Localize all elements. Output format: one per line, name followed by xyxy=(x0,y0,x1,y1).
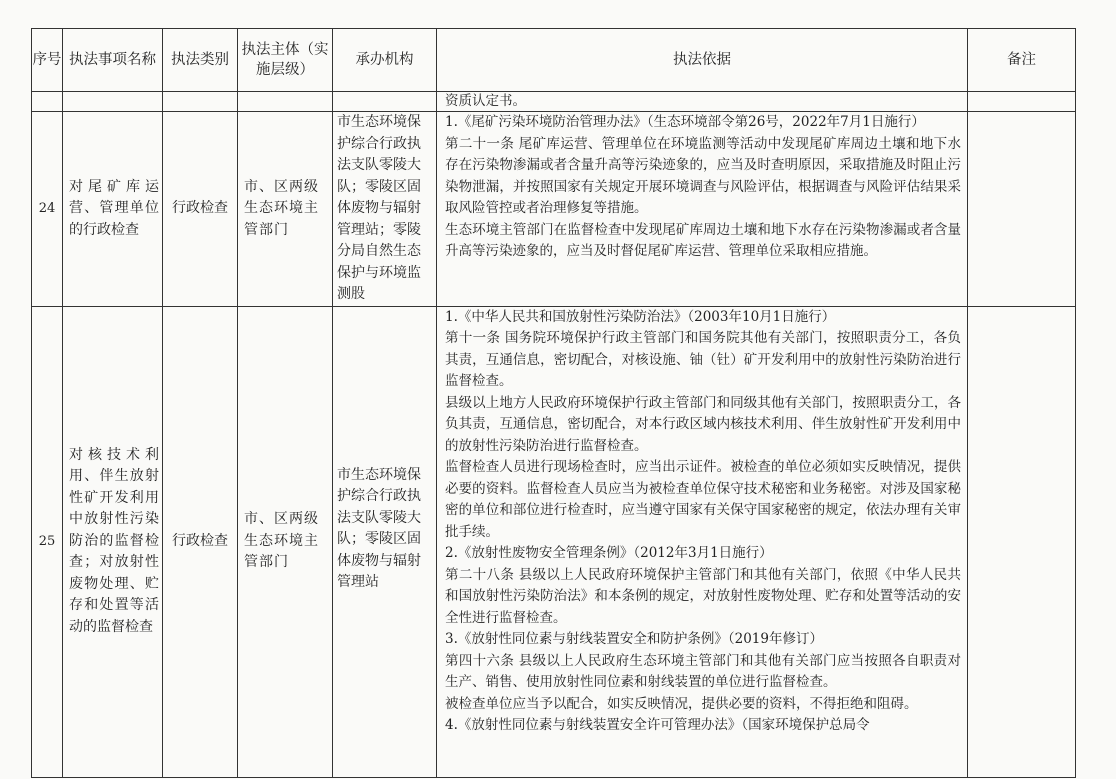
header-note: 备注 xyxy=(968,29,1076,92)
basis-paragraph: 监督检查人员进行现场检查时，应当出示证件。被检查的单位必须如实反映情况，提供必要的资料。监督检查人员应当为被检查单位保守技术秘密和业务秘密。对涉及国家秘密的单位和部位进行检查时，应当遵守国家有关保守国家秘密的规定，依法办理有关审批手续。 xyxy=(445,459,961,540)
item-name: 对尾矿库运营、管理单位的行政检查 xyxy=(63,112,163,307)
cell-org xyxy=(333,92,437,112)
legal-basis xyxy=(437,306,968,777)
cell-item xyxy=(63,92,163,112)
basis-paragraph: 被检查单位应当予以配合，如实反映情况，提供必要的资料，不得拒绝和阻碍。 xyxy=(445,695,918,712)
row-number: 25 xyxy=(32,306,63,777)
basis-paragraph: 3.《放射性同位素与射线装置安全和防护条例》（2019年修订） xyxy=(445,631,823,647)
table-row xyxy=(32,306,1076,777)
basis-paragraph: 第二十一条 尾矿库运营、管理单位在环境监测等活动中发现尾矿库周边土壤和地下水存在污染物渗漏或者含量升高等污染迹象的，应当及时查明原因，采取措施及时阻止污染物泄漏，并按照国家有关规定开展环境调查与风险评估，根据调查与风险评估结果采取风险管控或者治理修复等措施。 xyxy=(445,135,961,216)
header-org: 承办机构 xyxy=(333,29,437,92)
note xyxy=(968,112,1076,307)
handling-org-text: 市生态环境保护综合行政执法支队零陵大队；零陵区固体废物与辐射管理站 xyxy=(337,466,421,590)
basis-paragraph: 县级以上地方人民政府环境保护行政主管部门和同级其他有关部门，按照职责分工，各负其责，互通信息，密切配合，对本行政区域内核技术利用、伴生放射性矿开发利用中的放射性污染防治进行监督检查。 xyxy=(445,394,961,454)
header-no: 序号 xyxy=(32,29,63,92)
continuation-row xyxy=(32,92,1076,112)
enforcement-type: 行政检查 xyxy=(163,112,238,307)
handling-org xyxy=(333,306,437,777)
cell-type xyxy=(163,92,238,112)
basis-paragraph: 第四十六条 县级以上人民政府生态环境主管部门和其他有关部门应当按照各自职责对生产、销售、使用放射性同位素和射线装置的单位进行监督检查。 xyxy=(445,652,961,690)
header-basis: 执法依据 xyxy=(437,29,968,92)
row-number: 24 xyxy=(32,112,63,307)
table-row xyxy=(32,112,1076,307)
enforcement-table xyxy=(31,28,1076,778)
header-row xyxy=(32,29,1076,92)
basis-paragraph: 第二十八条 县级以上人民政府环境保护主管部门和其他有关部门，依照《中华人民共和国放射性污染防治法》和本条例的规定，对放射性废物处理、贮存和处置等活动的安全性进行监督检查。 xyxy=(445,566,961,626)
basis-paragraph: 生态环境主管部门在监督检查中发现尾矿库周边土壤和地下水存在污染物渗漏或者含量升高等污染迹象的，应当及时督促尾矿库运营、管理单位采取相应措施。 xyxy=(445,221,961,259)
basis-paragraph: 1.《中华人民共和国放射性污染防治法》（2003年10月1日施行） xyxy=(445,308,836,325)
header-item: 执法事项名称 xyxy=(63,29,163,92)
enforcement-subject: 市、区两级生态环境主管部门 xyxy=(238,112,333,307)
cell-no xyxy=(32,92,63,112)
note xyxy=(968,306,1076,777)
basis-paragraph: 1.《尾矿污染环境防治管理办法》（生态环境部令第26号，2022年7月1日施行） xyxy=(445,114,925,130)
basis-paragraph: 2.《放射性废物安全管理条例》（2012年3月1日施行） xyxy=(445,545,773,561)
basis-paragraph: 第十一条 国务院环境保护行政主管部门和国务院其他有关部门，按照职责分工，各负其责，互通信息，密切配合，对核设施、铀（钍）矿开发利用中的放射性污染防治进行监督检查。 xyxy=(445,330,961,389)
legal-basis xyxy=(437,112,968,307)
cell-note xyxy=(968,92,1076,112)
enforcement-type: 行政检查 xyxy=(163,306,238,777)
handling-org: 市生态环境保护综合行政执法支队零陵大队；零陵区固体废物与辐射管理站；零陵分局自然生态保护与环境监测股 xyxy=(333,112,437,307)
header-type: 执法类别 xyxy=(163,29,238,92)
legal-basis-body xyxy=(445,307,961,777)
basis-paragraph: 4.《放射性同位素与射线装置安全许可管理办法》（国家环境保护总局令 xyxy=(445,717,870,733)
cell-basis: 资质认定书。 xyxy=(437,92,968,112)
cell-subject xyxy=(238,92,333,112)
header-subject: 执法主体（实施层级） xyxy=(238,29,333,92)
item-name: 对核技术利用、伴生放射性矿开发利用中放射性污染防治的监督检查；对放射性废物处理、贮存和处置等活动的监督检查 xyxy=(63,306,163,777)
enforcement-subject: 市、区两级生态环境主管部门 xyxy=(238,306,333,777)
